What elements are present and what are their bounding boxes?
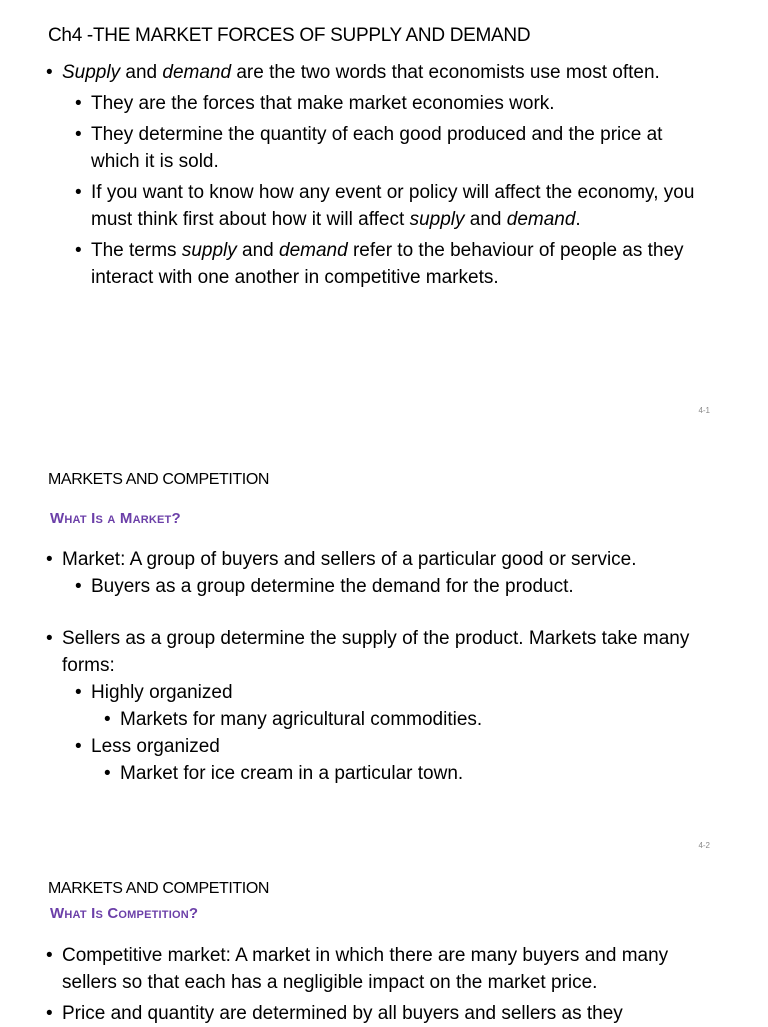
term-demand: demand: [279, 240, 348, 261]
sub-bullet-highly-organized: • Highly organized: [91, 679, 702, 706]
bullet-list: [0, 59, 768, 291]
slide-subtitle: What Is Competition?: [50, 905, 199, 922]
bullet-market-definition: • Market: A group of buyers and sellers of a particular good or service.: [62, 546, 702, 573]
sub-sub-bullet-ice-cream: • Market for ice cream in a particular town.: [120, 760, 702, 787]
slide-title: MARKETS AND COMPETITION: [48, 471, 270, 488]
sub-bullet-quantity-price: • They determine the quantity of each good produced and the price at which it is sold.: [91, 121, 702, 175]
term-demand: demand: [162, 62, 232, 83]
page-number: 4-1: [698, 406, 710, 415]
slide-4-1: [0, 0, 768, 430]
term-supply: supply: [409, 209, 465, 230]
sub-sub-bullet-agricultural: • Markets for many agricultural commodities.: [120, 706, 702, 733]
sub-bullet-buyers: • Buyers as a group determine the demand for the product.: [91, 573, 702, 600]
slide-4-3: [0, 860, 768, 1024]
slide-title: MARKETS AND COMPETITION: [48, 880, 270, 897]
term-supply: Supply: [62, 62, 121, 83]
bullet-sellers: • Sellers as a group determine the supply of the product. Markets take many forms:: [62, 625, 702, 679]
bullet-supply-demand-words: • Supply and demand are the two words that economists use most often.: [62, 59, 702, 86]
page-number: 4-2: [698, 841, 710, 850]
sub-bullet-forces: • They are the forces that make market economies work.: [91, 90, 702, 117]
sub-bullet-event-policy: • If you want to know how any event or policy will affect the economy, you must think first about how it will affect supply and demand.: [91, 179, 702, 233]
bullet-competitive-market: • Competitive market: A market in which there are many buyers and many sellers so that each has a negligible impact on the market price.: [62, 942, 702, 996]
bullet-price-quantity: • Price and quantity are determined by all buyers and sellers as they: [62, 1000, 702, 1027]
term-supply: supply: [181, 240, 237, 261]
bullet-list: [0, 546, 768, 787]
bullet-list: [0, 942, 768, 1027]
term-demand: demand: [506, 209, 576, 230]
sub-bullet-less-organized: • Less organized: [91, 733, 702, 760]
sub-bullet-behaviour: • The terms supply and demand refer to the behaviour of people as they interact with one another in competitive markets.: [91, 237, 702, 291]
slide-title: Ch4 -THE MARKET FORCES OF SUPPLY AND DEMAND: [48, 25, 531, 46]
slide-4-2: [0, 430, 768, 860]
slide-subtitle: What Is a Market?: [50, 510, 181, 527]
